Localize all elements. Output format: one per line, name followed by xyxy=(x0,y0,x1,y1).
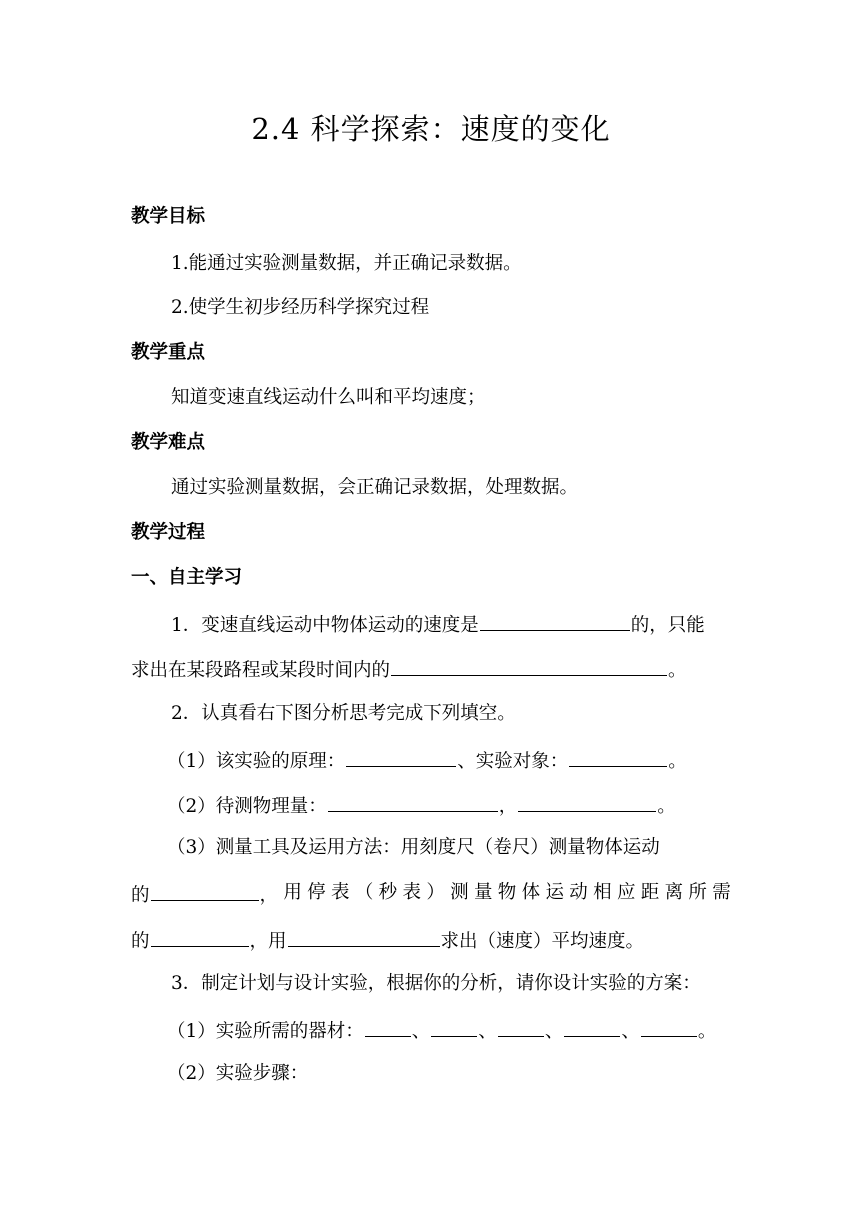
justified-char: 所 xyxy=(688,882,707,903)
question-1-text-d: 。 xyxy=(668,660,687,681)
answer-blank xyxy=(328,792,498,812)
section-heading-self-study: 一、自主学习 xyxy=(131,567,243,588)
goal-item-2: 2.使学生初步经历科学探究过程 xyxy=(171,297,430,318)
document-page xyxy=(131,0,731,1216)
question-2-item-1-mid: 、实验对象： xyxy=(457,751,569,772)
answer-blank xyxy=(346,747,456,767)
justified-char: 需 xyxy=(712,882,731,903)
question-1-text-c: 求出在某段路程或某段时间内的 xyxy=(131,660,391,681)
justified-char: 离 xyxy=(664,882,684,903)
question-2-item-2 xyxy=(167,792,676,819)
justified-char: 表 xyxy=(402,882,421,903)
answer-blank xyxy=(151,927,249,947)
goal-item-1: 1.能通过实验测量数据，并正确记录数据。 xyxy=(171,253,522,274)
question-2-item-3-end: 求出（速度）平均速度。 xyxy=(440,931,645,952)
answer-blank xyxy=(641,1017,697,1037)
question-2-item-2-mid: ， xyxy=(498,796,518,817)
justified-char: 距 xyxy=(640,882,660,903)
question-3-item-1-label: （1）实验所需的器材： xyxy=(167,1021,364,1042)
question-1-text-a: 1．变速直线运动中物体运动的速度是 xyxy=(171,615,479,636)
justified-char: ） xyxy=(426,882,445,903)
separator: 、 xyxy=(478,1021,497,1042)
question-2-item-2-label: （2）待测物理量： xyxy=(167,796,327,817)
justified-char: 体 xyxy=(521,882,541,903)
question-2-intro: 2．认真看右下图分析思考完成下列填空。 xyxy=(171,703,516,724)
question-3-item-1 xyxy=(167,1017,716,1044)
question-1-line-2 xyxy=(131,656,687,683)
justified-char: 运 xyxy=(545,882,564,903)
answer-blank xyxy=(365,1017,411,1037)
justified-char: 停 xyxy=(307,882,326,903)
justified-char: 物 xyxy=(497,882,517,903)
question-2-item-3-comma: ， xyxy=(259,885,279,906)
separator: 、 xyxy=(621,1021,640,1042)
question-2-item-3-prefix: 的 xyxy=(131,885,150,906)
justified-char: 测 xyxy=(450,882,469,903)
answer-blank xyxy=(151,881,259,901)
answer-blank xyxy=(431,1017,477,1037)
justified-char: 量 xyxy=(473,882,493,903)
question-2-item-3-line-1: （3）测量工具及运用方法：用刻度尺（卷尺）测量物体运动 xyxy=(167,837,660,858)
justified-char: 相 xyxy=(593,882,612,903)
answer-blank xyxy=(498,1017,544,1037)
key-points-heading: 教学重点 xyxy=(131,342,206,363)
question-3-item-1-end: 。 xyxy=(697,1021,717,1042)
justified-char: 动 xyxy=(569,882,588,903)
difficulty-text: 通过实验测量数据，会正确记录数据，处理数据。 xyxy=(171,477,579,498)
question-3-intro: 3．制定计划与设计实验，根据你的分析，请你设计实验的方案： xyxy=(171,973,701,994)
difficulty-heading: 教学难点 xyxy=(131,432,206,453)
question-2-item-1-label: （1）该实验的原理： xyxy=(167,751,346,772)
question-2-item-3-prefix-2: 的 xyxy=(131,931,150,952)
question-3-item-2: （2）实验步骤： xyxy=(167,1063,309,1084)
justified-char: 用 xyxy=(283,882,302,903)
answer-blank xyxy=(518,792,656,812)
answer-blank xyxy=(288,927,440,947)
question-2-item-3-start xyxy=(131,881,278,908)
question-2-item-2-end: 。 xyxy=(657,796,676,817)
answer-blank xyxy=(569,747,667,767)
answer-blank xyxy=(480,611,630,631)
key-points-text: 知道变速直线运动什么叫和平均速度； xyxy=(171,387,486,408)
question-2-item-3-mid: ，用 xyxy=(249,931,287,952)
justified-char: 秒 xyxy=(378,882,398,903)
question-2-item-1-end: 。 xyxy=(668,751,687,772)
question-2-item-3-line-3 xyxy=(131,927,644,954)
question-2-item-3-line-2 xyxy=(131,881,731,908)
justified-char: 应 xyxy=(616,882,636,903)
answer-blank xyxy=(391,656,667,676)
separator: 、 xyxy=(411,1021,431,1042)
justified-char: （ xyxy=(354,882,374,903)
question-2-item-1 xyxy=(167,747,687,774)
question-1-text-b: 的，只能 xyxy=(630,615,705,636)
goals-heading: 教学目标 xyxy=(131,206,206,227)
question-1-line-1 xyxy=(171,611,705,638)
page-title: 2.4 科学探索：速度的变化 xyxy=(251,112,611,146)
justified-char: 表 xyxy=(331,882,350,903)
separator: 、 xyxy=(544,1021,564,1042)
answer-blank xyxy=(564,1017,620,1037)
process-heading: 教学过程 xyxy=(131,522,206,543)
